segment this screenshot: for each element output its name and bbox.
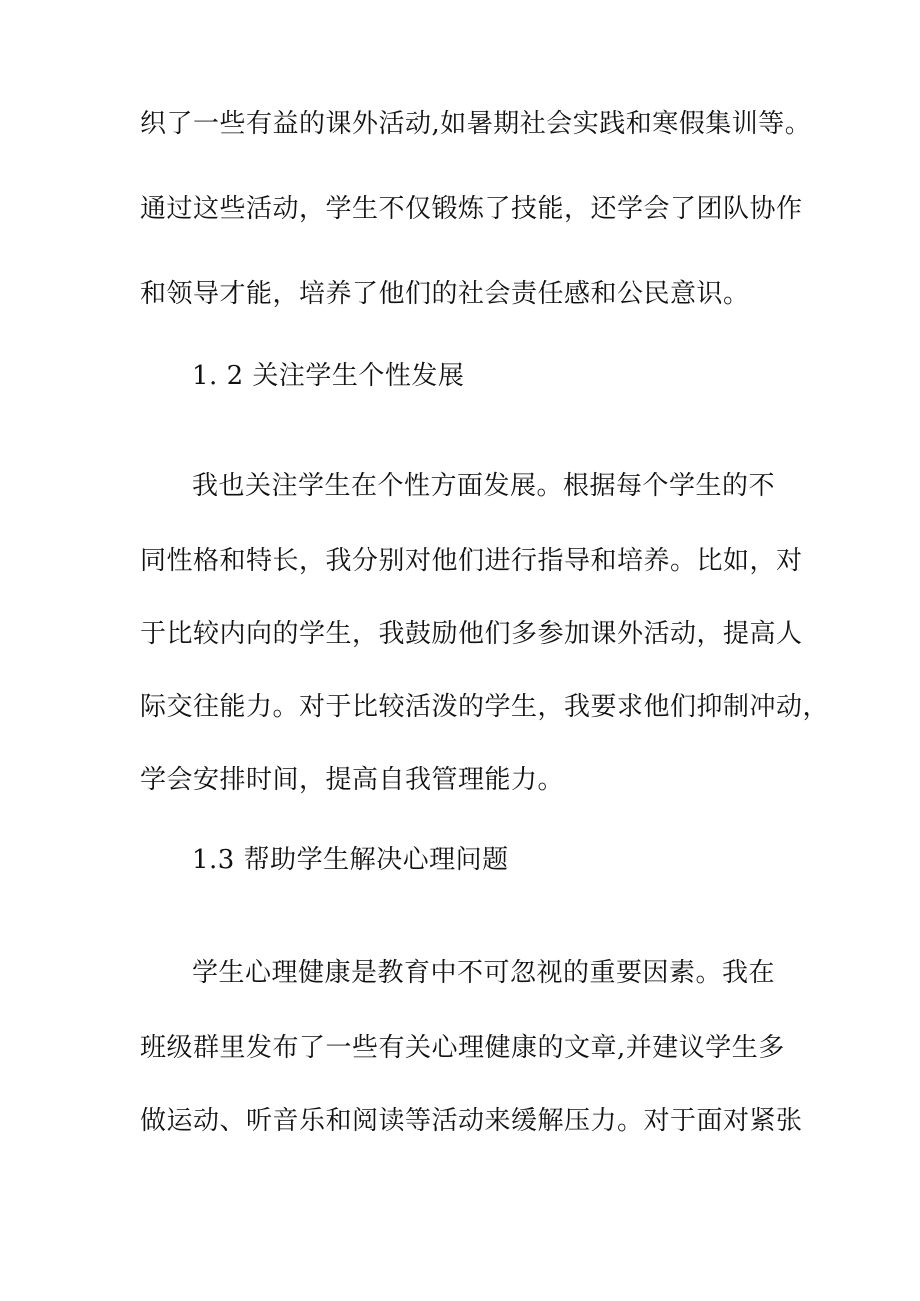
paragraph-line: 和领导才能，培养了他们的社会责任感和公民意识。 xyxy=(140,279,750,309)
paragraph-line: 际交往能力。对于比较活泼的学生，我要求他们抑制冲动， xyxy=(140,692,830,722)
paragraph-line: 班级群里发布了一些有关心理健康的文章,并建议学生多 xyxy=(140,1033,785,1063)
section-heading-1-3: 1.3 帮助学生解决心理问题 xyxy=(192,845,509,875)
paragraph-line: 做运动、听音乐和阅读等活动来缓解压力。对于面对紧张 xyxy=(140,1106,803,1136)
paragraph-line: 织了一些有益的课外活动,如暑期社会实践和寒假集训等。 xyxy=(140,109,812,139)
section-heading-1-2: 1. 2 关注学生个性发展 xyxy=(192,361,465,391)
paragraph-line: 同性格和特长，我分别对他们进行指导和培养。比如，对 xyxy=(140,546,803,576)
paragraph-line: 于比较内向的学生，我鼓励他们多参加课外活动，提高人 xyxy=(140,619,803,649)
paragraph-line: 学会安排时间，提高自我管理能力。 xyxy=(140,765,565,795)
paragraph-line: 我也关注学生在个性方面发展。根据每个学生的不 xyxy=(192,471,776,501)
paragraph-line: 学生心理健康是教育中不可忽视的重要因素。我在 xyxy=(192,958,776,988)
paragraph-line: 通过这些活动，学生不仅锻炼了技能，还学会了团队协作 xyxy=(140,194,803,224)
